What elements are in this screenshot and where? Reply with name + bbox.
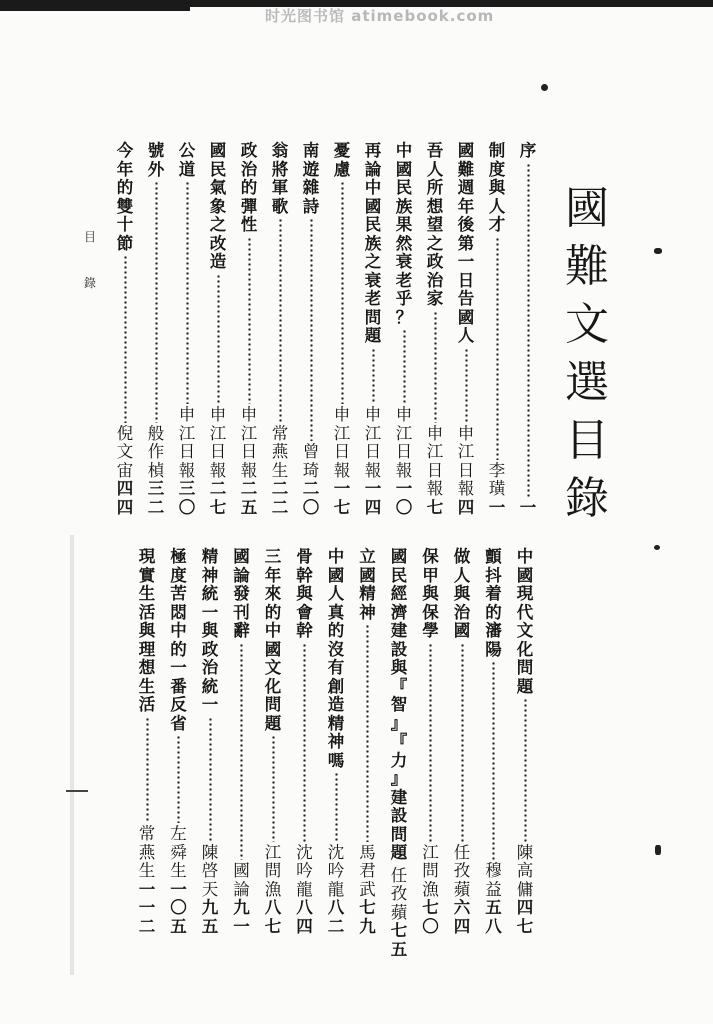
toc-entry (330, 142, 354, 517)
entry-page: 七 (426, 497, 444, 517)
entry-page: 七 九 (359, 898, 376, 936)
entry-author: 左 舜 生 (170, 824, 187, 880)
ink-dot (541, 84, 548, 91)
entry-page: 二 二 (271, 479, 289, 517)
leader-dots (366, 624, 369, 842)
toc-entry (482, 548, 506, 936)
page-title (562, 180, 612, 528)
entry-author: 申 江 日 報 (364, 405, 382, 480)
entry-author: 申 江 日 報 (395, 405, 413, 480)
leader-dots (155, 181, 158, 423)
leader-dots (434, 311, 437, 423)
entry-author: 江 問 漁 (422, 842, 439, 899)
entry-page: 一 四 (364, 479, 382, 517)
toc-entry (113, 142, 137, 517)
leader-dots (240, 643, 243, 861)
toc-entry (485, 142, 509, 517)
entry-title: 國 論 發 刊 辭 (233, 547, 250, 640)
ink-dot (655, 845, 661, 855)
entry-title: 翁 將 軍 歌 (271, 141, 289, 216)
leader-dots (341, 181, 344, 404)
toc-entry (513, 548, 537, 936)
toc-entry (392, 142, 416, 517)
entry-author: 穆 益 (485, 861, 502, 899)
toc-entry (175, 142, 199, 517)
leader-dots (492, 661, 495, 860)
leader-dots (496, 237, 499, 460)
entry-title: 南 遊 雜 詩 (302, 141, 320, 216)
entry-author: 曾 琦 (302, 442, 320, 480)
ink-dot (654, 248, 662, 254)
entry-title: 三 年 來 的 中 國 文 化 問 題 (264, 547, 282, 733)
entry-title: 中 國 人 真 的 沒 有 創 造 精 神 嗎 (327, 547, 345, 770)
entry-page: 六 四 (453, 898, 471, 936)
entry-author: 常 燕 生 (271, 423, 289, 480)
entry-title: 中 國 現 代 文 化 問 題 (516, 547, 534, 696)
entry-author: 申 江 日 報 (209, 405, 227, 480)
toc-entry (167, 548, 191, 936)
entry-title: 顫 抖 着 的 瀋 陽 (485, 547, 502, 659)
margin-label (80, 214, 100, 306)
toc-entry (516, 142, 540, 517)
watermark: 时光图书馆 atimebook.com (265, 7, 495, 25)
entry-author: 任 孜 蘋 (453, 842, 471, 899)
leader-dots (279, 218, 282, 423)
scan-shadow (70, 535, 74, 975)
leader-dots (209, 717, 212, 842)
entry-author: 般 作 楨 (147, 423, 165, 480)
entry-author: 沈 吟 龍 (327, 842, 345, 899)
entry-page: 四 (457, 497, 475, 517)
entry-title: 再 論 中 國 民 族 之 衰 老 問 題 (364, 141, 382, 345)
entry-title: 憂 慮 (333, 141, 351, 179)
toc-entry (135, 548, 159, 936)
toc-entry (299, 142, 323, 517)
entry-title: 吾 人 所 想 望 之 政 治 家 (426, 141, 444, 308)
entry-author: 馬 君 武 (359, 842, 376, 899)
entry-author: 江 問 漁 (264, 842, 282, 899)
entry-author: 申 江 日 報 (178, 405, 196, 480)
margin-label-text: 目 錄 (83, 230, 96, 290)
entry-page: 五 八 (485, 898, 502, 936)
leader-dots (186, 181, 189, 404)
entry-author: 沈 吟 龍 (296, 842, 313, 899)
entry-page: 二 〇 (302, 479, 320, 517)
leader-dots (465, 348, 468, 423)
leader-dots (335, 772, 338, 842)
entry-author: 國 論 (233, 861, 250, 899)
entry-title: 中 國 民 族 果 然 衰 老 乎 ？ (395, 141, 413, 327)
leader-dots (124, 255, 127, 423)
entry-author: 常 燕 生 (138, 824, 156, 880)
entry-page: 一 七 (333, 479, 351, 517)
toc-entry (198, 548, 222, 936)
entry-author: 陳 啓 天 (201, 842, 219, 899)
toc-entry (324, 548, 348, 936)
entry-page: 七 〇 (422, 898, 439, 936)
leader-dots (248, 237, 251, 405)
toc-entry (268, 142, 292, 517)
entry-page: 二 五 (240, 479, 258, 517)
leader-dots (303, 643, 306, 842)
leader-dots (146, 717, 149, 824)
toc-entry (423, 142, 447, 517)
entry-page: 三 〇 (178, 479, 196, 517)
entry-title: 國 民 經 濟 建 設 與 『 智 』 『 力 』 建 設 問 題 (390, 547, 408, 862)
toc-entry (454, 142, 478, 517)
leader-dots (403, 329, 406, 404)
toc-entry (206, 142, 230, 517)
entry-author: 申 江 日 報 (457, 423, 475, 498)
entry-page: 四 七 (516, 898, 534, 936)
top-border-notch (0, 7, 190, 11)
entry-page: 七 五 (390, 921, 408, 959)
entry-title: 立 國 精 神 (359, 547, 376, 622)
leader-dots (524, 698, 527, 842)
toc-entry (450, 548, 474, 936)
entry-page: 一 (488, 497, 506, 517)
entry-page: 八 四 (296, 898, 313, 936)
leader-dots (217, 274, 220, 405)
leader-dots (461, 643, 464, 842)
entry-page: 八 七 (264, 898, 282, 936)
entry-title: 今 年 的 雙 十 節 (116, 141, 134, 253)
toc-entry (230, 548, 254, 936)
toc-entry (356, 548, 380, 936)
leader-dots (429, 643, 432, 842)
toc-entry (387, 547, 411, 959)
entry-title: 政 治 的 彈 性 (240, 141, 258, 234)
leader-dots (272, 735, 275, 842)
entry-title: 做 人 與 治 國 (453, 547, 471, 640)
entry-title: 極 度 苦 悶 中 的 一 番 反 省 (170, 547, 187, 733)
entry-author: 任 孜 蘋 (390, 865, 408, 922)
entry-author: 李 璜 (488, 460, 506, 498)
entry-page: 二 七 (209, 479, 227, 517)
entry-author: 倪 文 宙 (116, 423, 134, 480)
entry-title: 序 (519, 141, 537, 160)
entry-page: 九 五 (201, 898, 219, 936)
ink-dot (654, 545, 660, 550)
leader-dots (310, 218, 313, 441)
entry-title: 現 實 生 活 與 理 想 生 活 (138, 547, 156, 714)
entry-title: 國 難 週 年 後 第 一 日 告 國 人 (457, 141, 475, 345)
entry-page: 一 (519, 497, 537, 517)
toc-entry (261, 548, 285, 936)
entry-page: 三 二 (147, 479, 165, 517)
entry-author: 申 江 日 報 (333, 405, 351, 480)
entry-page: 八 二 (327, 898, 345, 936)
entry-title: 制 度 與 人 才 (488, 141, 506, 234)
entry-author: 申 江 日 報 (426, 423, 444, 498)
entry-title: 公 道 (178, 141, 196, 179)
leader-dots (177, 735, 180, 823)
entry-page: 四 四 (116, 479, 134, 517)
entry-page: 一 〇 (395, 479, 413, 517)
toc-entry (237, 142, 261, 517)
leader-dots (527, 163, 530, 497)
entry-title: 號 外 (147, 141, 165, 179)
toc-entry (361, 142, 385, 517)
leader-dots (372, 348, 375, 405)
entry-title: 骨 幹 與 會 幹 (296, 547, 313, 640)
toc-entry (419, 548, 443, 936)
entry-title: 精 神 統 一 與 政 治 統 一 (201, 547, 219, 714)
toc-entry (144, 142, 168, 517)
separator-mark (66, 790, 88, 792)
entry-page: 九 一 (233, 898, 250, 936)
entry-author: 申 江 日 報 (240, 405, 258, 480)
page-title-text: 國 難 文 選 目 錄 (565, 183, 609, 524)
entry-title: 保 甲 與 保 學 (422, 547, 439, 640)
toc-entry (293, 548, 317, 936)
entry-page: 一 〇 五 (170, 879, 187, 936)
entry-author: 陳 高 傭 (516, 842, 534, 899)
entry-title: 國 民 氣 象 之 改 造 (209, 141, 227, 271)
entry-page: 一 一 二 (138, 879, 156, 936)
